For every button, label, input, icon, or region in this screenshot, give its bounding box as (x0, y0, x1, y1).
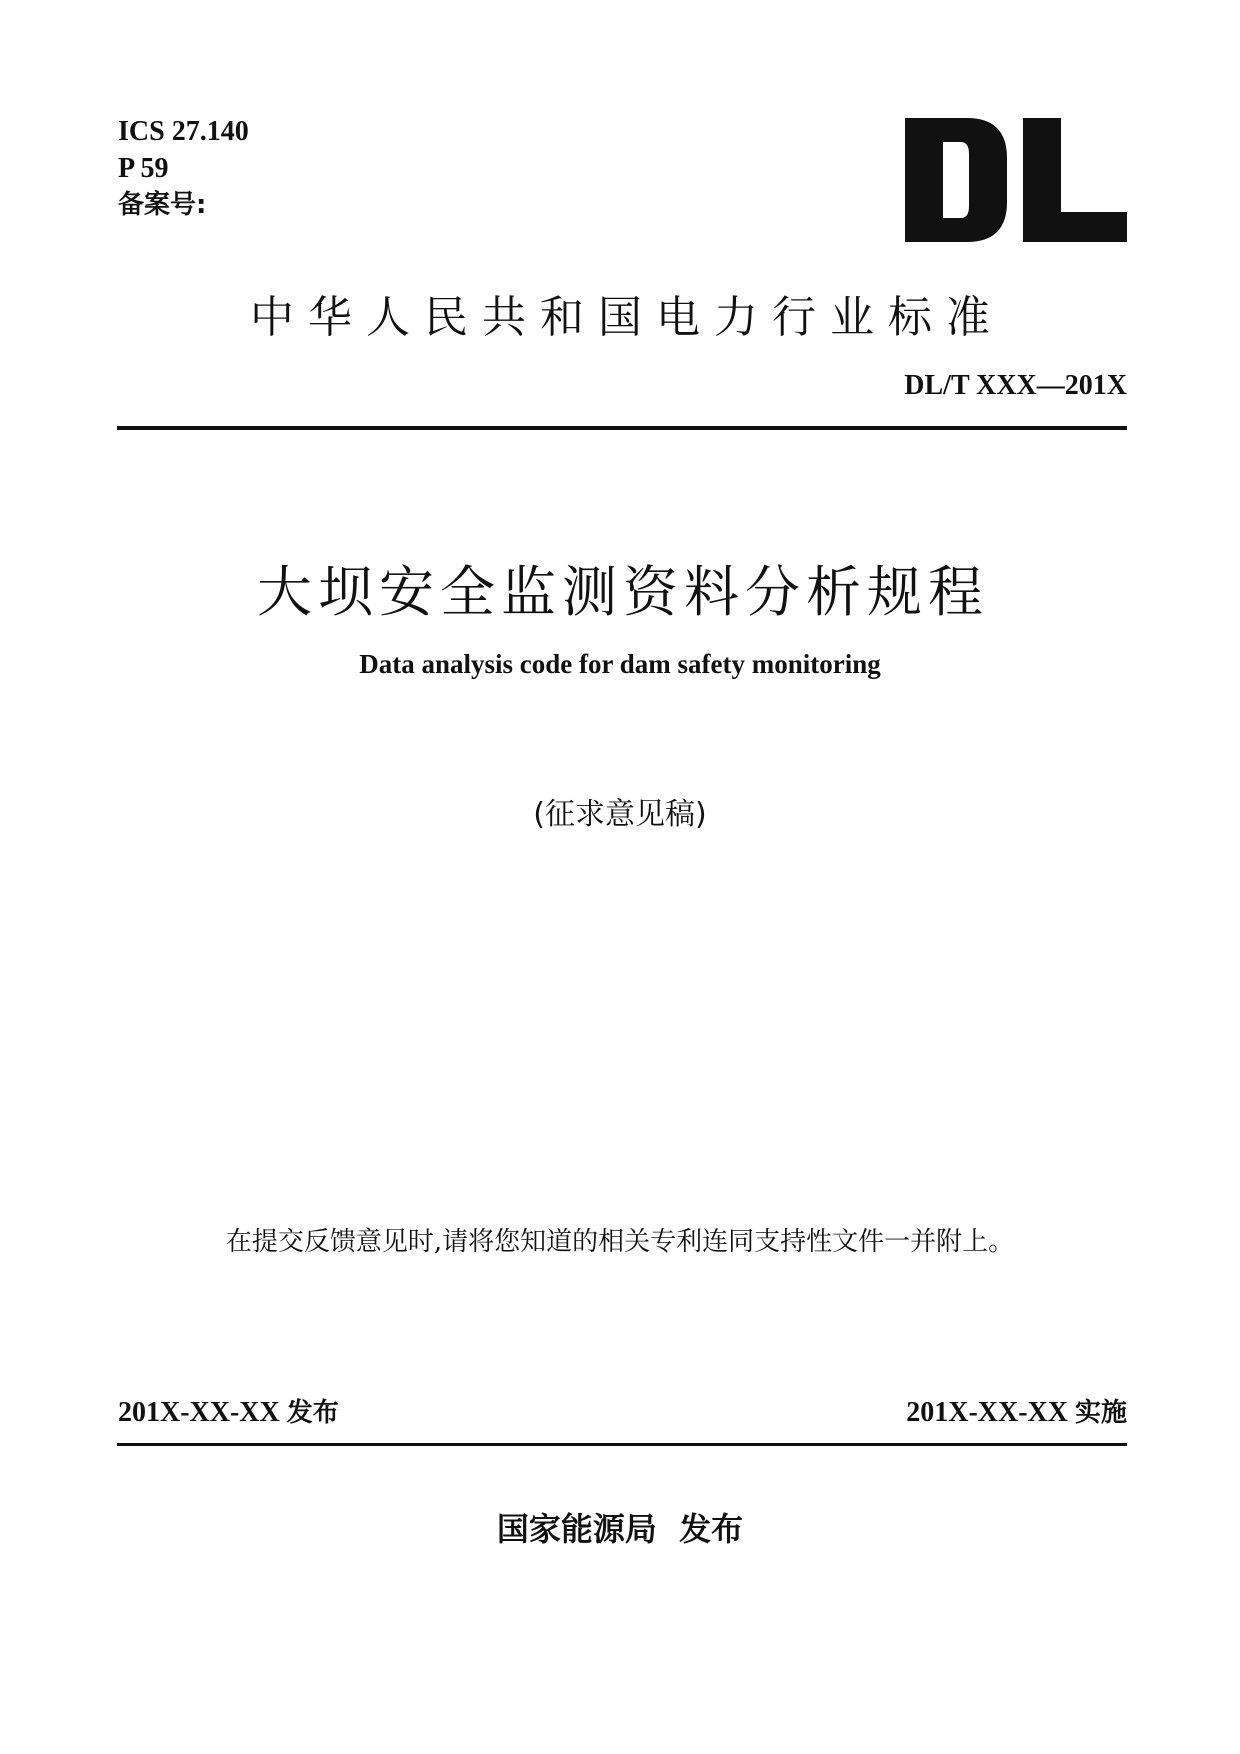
title-chinese: 大坝安全监测资料分析规程 (256, 560, 989, 624)
standard-code: DL/T XXX—201X (904, 370, 1127, 401)
header-meta (118, 118, 249, 229)
draft-status: (征求意见稿) (533, 797, 707, 832)
dl-logo (905, 118, 1127, 242)
issuer: 国家能源局 发布 (496, 1510, 744, 1548)
implement-date-value: 201X-XX-XX (906, 1397, 1068, 1428)
implement-date-label: 实施 (1074, 1398, 1127, 1428)
header-divider (117, 426, 1127, 430)
title-english: Data analysis code for dam safety monitoring (359, 649, 881, 679)
ics-code: ICS 27.140 (118, 116, 249, 147)
publish-date-label: 发布 (286, 1398, 339, 1428)
standard-organization: 中华人民共和国电力行业标准 (250, 292, 1004, 343)
patent-notice: 在提交反馈意见时,请将您知道的相关专利连同支持性文件一并附上。 (225, 1227, 1015, 1257)
footer-divider (117, 1443, 1127, 1446)
publish-date (118, 1399, 339, 1427)
record-number-label: 备案号: (118, 190, 207, 220)
classification-code: P 59 (118, 153, 169, 184)
publish-date-value: 201X-XX-XX (118, 1397, 280, 1428)
implement-date (906, 1399, 1127, 1427)
